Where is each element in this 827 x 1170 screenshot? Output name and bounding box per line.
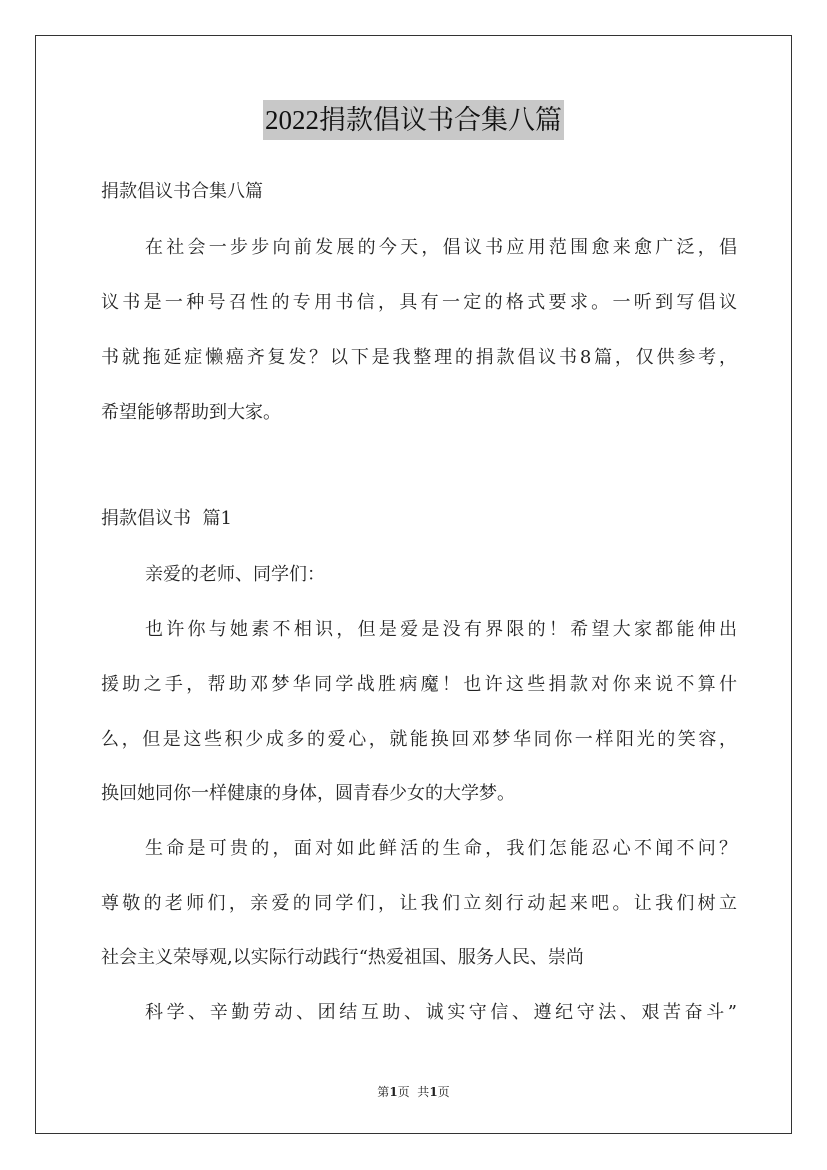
document-subtitle: 捐款倡议书合集八篇	[101, 181, 263, 202]
footer-mid: 页 共	[397, 1085, 430, 1099]
document-title: 2022捐款倡议书合集八篇	[263, 100, 564, 140]
title-container	[0, 100, 827, 140]
intro-line-2: 议书是一种号召性的专用书信，具有一定的格式要求。一听到写倡议	[101, 292, 737, 313]
section-heading: 捐款倡议书 篇1	[101, 508, 232, 529]
footer-current-page: 1	[389, 1085, 398, 1099]
page-footer	[0, 1084, 827, 1100]
para2-line-4: 科学、辛勤劳动、团结互助、诚实守信、遵纪守法、艰苦奋斗”	[145, 1002, 737, 1023]
salutation: 亲爱的老师、同学们：	[145, 564, 325, 585]
footer-prefix: 第	[377, 1085, 390, 1099]
para1-line-1: 也许你与她素不相识，但是爱是没有界限的！希望大家都能伸出	[145, 619, 737, 640]
para2-line-2: 尊敬的老师们，亲爱的同学们，让我们立刻行动起来吧。让我们树立	[101, 893, 737, 914]
para2-line-3: 社会主义荣辱观,以实际行动践行“热爱祖国、服务人民、崇尚	[101, 947, 584, 968]
footer-total-pages: 1	[429, 1085, 438, 1099]
para2-line-1: 生命是可贵的，面对如此鲜活的生命，我们怎能忍心不闻不问？	[145, 838, 737, 859]
footer-suffix: 页	[437, 1085, 450, 1099]
para1-line-3: 么，但是这些积少成多的爱心，就能换回邓梦华同你一样阳光的笑容，	[101, 729, 737, 750]
intro-line-1: 在社会一步步向前发展的今天，倡议书应用范围愈来愈广泛，倡	[145, 237, 737, 258]
para1-line-2: 援助之手，帮助邓梦华同学战胜病魔！也许这些捐款对你来说不算什	[101, 674, 737, 695]
intro-line-4: 希望能够帮助到大家。	[101, 402, 281, 423]
para1-line-4: 换回她同你一样健康的身体，圆青春少女的大学梦。	[101, 783, 515, 804]
intro-line-3: 书就拖延症懒癌齐复发？以下是我整理的捐款倡议书8篇，仅供参考，	[101, 347, 737, 368]
